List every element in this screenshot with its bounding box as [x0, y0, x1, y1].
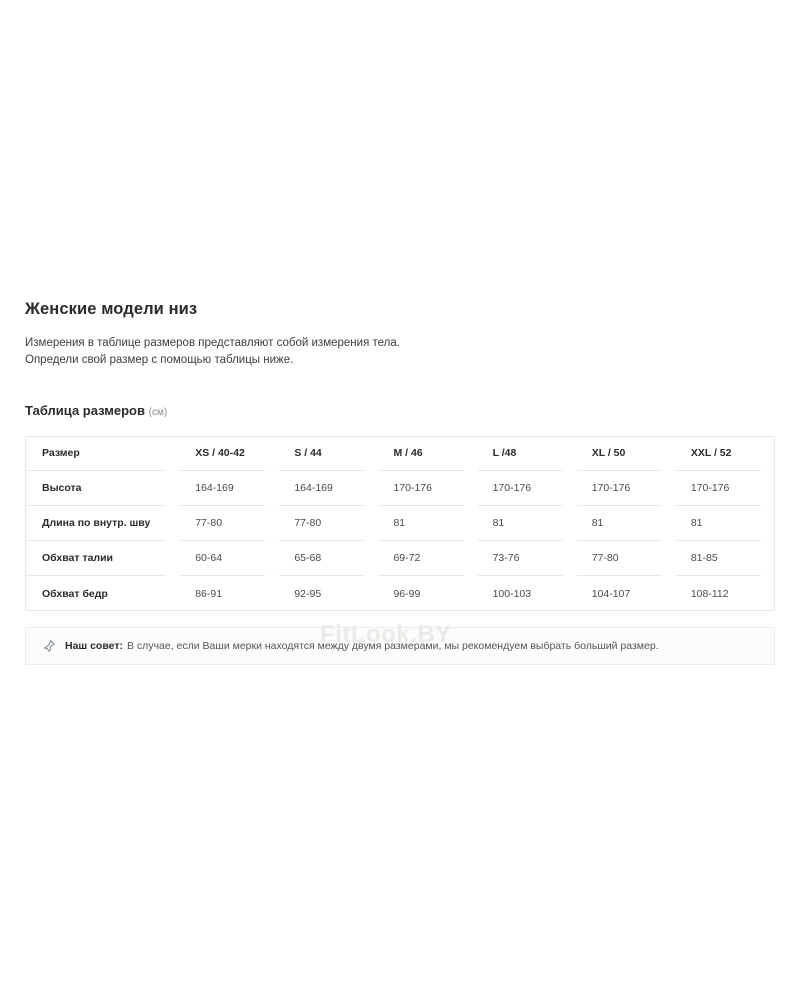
table-row: [25, 506, 775, 541]
cell-inseam-m: 81: [378, 506, 463, 541]
intro-text: [25, 335, 775, 369]
cell-hips-xs: 86-91: [195, 587, 223, 600]
row-label-hips: Обхват бедр: [42, 587, 108, 600]
cell-inseam-xxl: 81: [676, 506, 761, 541]
cell-inseam-s: 77-80: [279, 506, 364, 541]
watermark: FitLook.BY: [320, 621, 452, 648]
pin-icon: [41, 638, 57, 654]
row-label-height: Высота: [25, 471, 166, 506]
cell-height-xl: 170-176: [577, 471, 662, 506]
table-caption-text: Таблица размеров: [25, 403, 145, 418]
table-caption: [25, 403, 775, 418]
intro-line-2: Определи свой размер с помощью таблицы ниже.: [25, 354, 294, 366]
table-row: [25, 471, 775, 506]
cell-waist-m: 69-72: [378, 541, 463, 576]
cell-hips-m: 96-99: [393, 587, 421, 600]
column-header-xxl: XXL / 52: [676, 436, 761, 471]
cell-hips-s: 92-95: [294, 587, 322, 600]
cell-height-l: 170-176: [478, 471, 563, 506]
column-header-xs: XS / 40-42: [180, 436, 265, 471]
row-label-waist: Обхват талии: [25, 541, 166, 576]
cell-height-m: 170-176: [378, 471, 463, 506]
column-header-l: L /48: [478, 436, 563, 471]
cell-waist-l: 73-76: [478, 541, 563, 576]
column-header-s: S / 44: [279, 436, 364, 471]
advice-banner: [25, 627, 775, 665]
size-guide-content: [25, 300, 775, 665]
cell-height-xs: 164-169: [180, 471, 265, 506]
size-table: [25, 436, 775, 611]
advice-label: Наш совет:: [65, 640, 124, 652]
cell-hips-xl: 104-107: [591, 587, 631, 600]
page-title: Женские модели низ: [25, 300, 198, 318]
cell-inseam-xs: 77-80: [180, 506, 265, 541]
cell-inseam-xl: 81: [577, 506, 662, 541]
cell-hips-xxl: 108-112: [690, 587, 729, 600]
table-caption-unit: (см): [148, 407, 168, 418]
column-header-xl: XL / 50: [577, 436, 662, 471]
cell-waist-xl: 77-80: [577, 541, 662, 576]
advice-text: В случае, если Ваши мерки находятся между двумя размерами, мы рекомендуем выбрать больший размер.: [127, 640, 659, 652]
cell-hips-l: 100-103: [492, 587, 532, 600]
cell-inseam-l: 81: [478, 506, 563, 541]
row-label-inseam: Длина по внутр. шву: [25, 506, 166, 541]
column-header-m: M / 46: [378, 436, 463, 471]
cell-height-s: 164-169: [279, 471, 364, 506]
table-row: [25, 541, 775, 576]
column-header-size: Размер: [25, 436, 166, 471]
table-header-row: [25, 436, 775, 471]
cell-height-xxl: 170-176: [676, 471, 761, 506]
cell-waist-xs: 60-64: [180, 541, 265, 576]
cell-waist-s: 65-68: [279, 541, 364, 576]
cell-waist-xxl: 81-85: [676, 541, 761, 576]
intro-line-1: Измерения в таблице размеров представляют собой измерения тела.: [25, 337, 400, 349]
table-row: [25, 576, 775, 611]
